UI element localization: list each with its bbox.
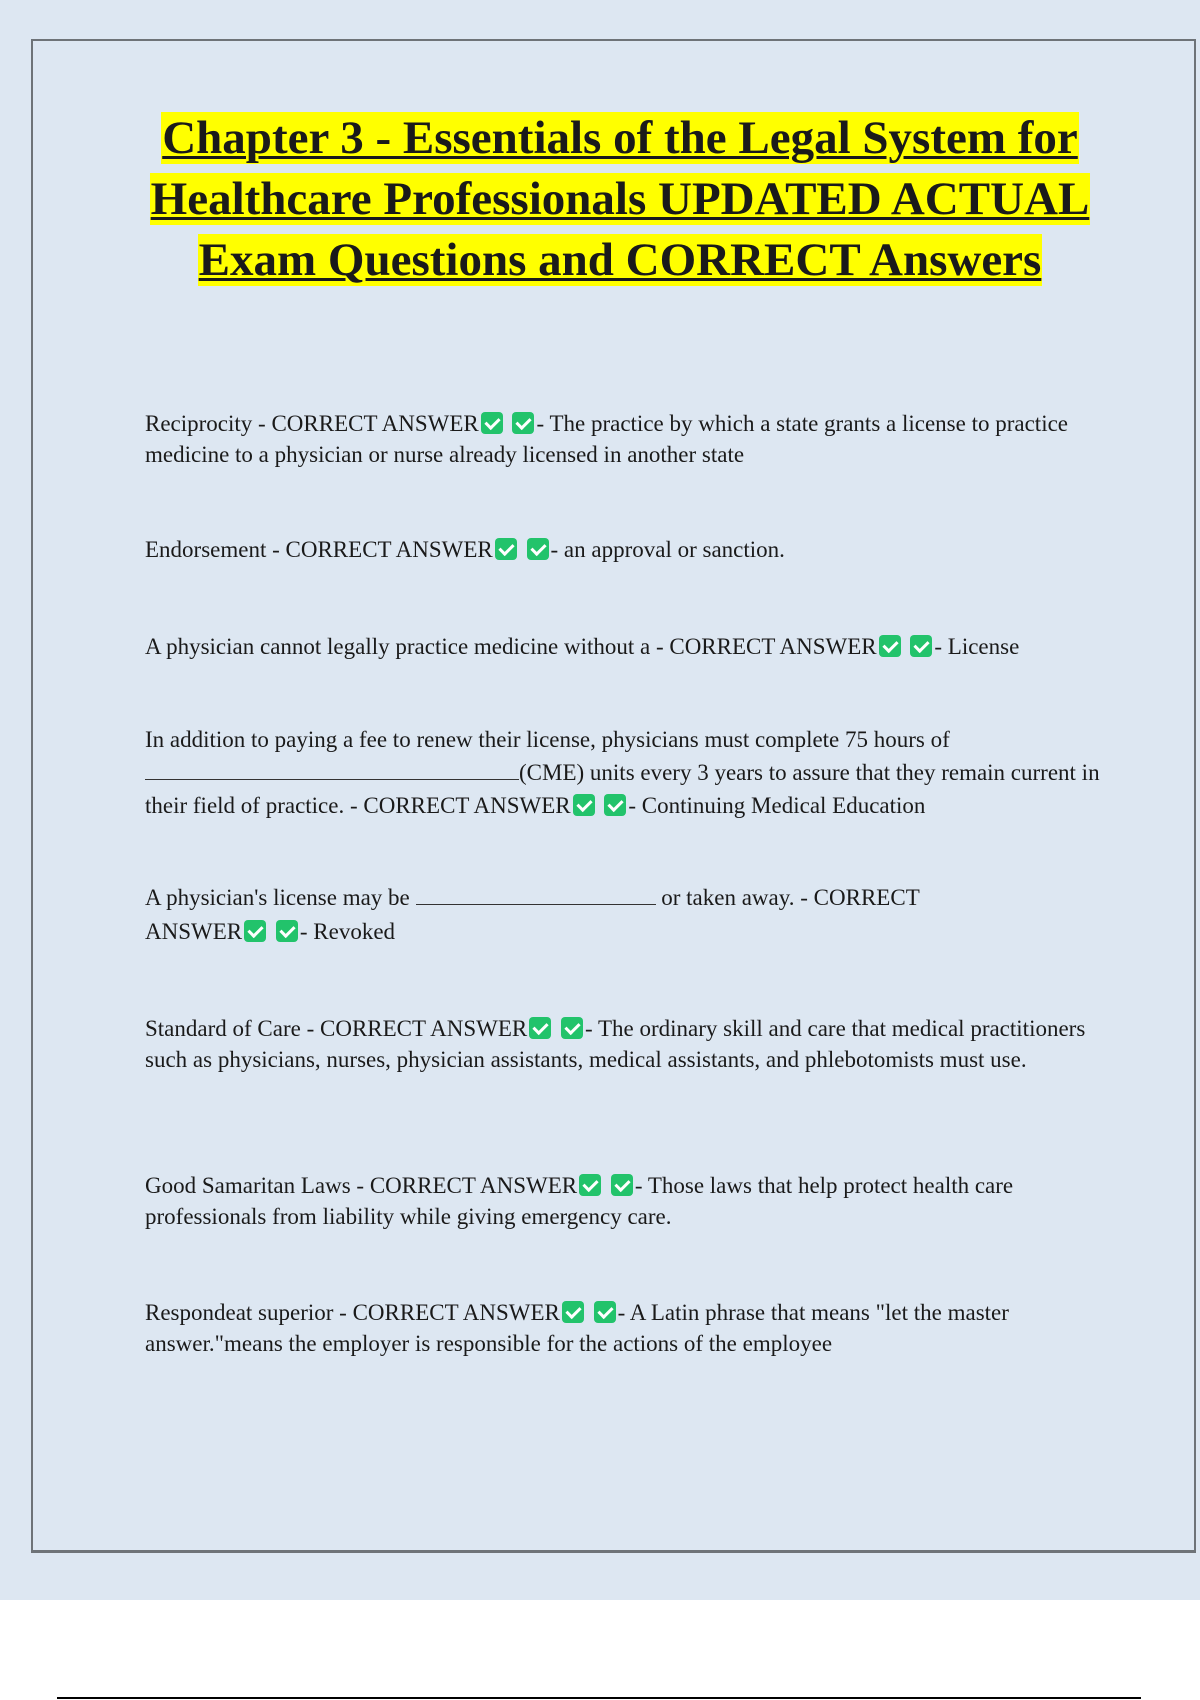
qa-term: Reciprocity - xyxy=(145,411,272,436)
qa-term: Standard of Care - xyxy=(145,1016,320,1041)
document-title xyxy=(100,108,1140,291)
qa-term: Respondeat superior - xyxy=(145,1300,353,1325)
check-square-icon xyxy=(529,1017,551,1039)
answer-marker: CORRECT ANSWER xyxy=(369,1173,578,1198)
qa-item-good-samaritan xyxy=(145,1170,1095,1232)
check-square-icon xyxy=(604,794,626,816)
check-square-icon xyxy=(276,920,298,942)
answer-marker: CORRECT ANSWER xyxy=(669,634,877,659)
answer-marker: CORRECT ANSWER xyxy=(145,885,920,944)
qa-item-license xyxy=(145,631,1155,662)
qa-item-reciprocity xyxy=(145,408,1095,470)
qa-item-standard-of-care xyxy=(145,1013,1095,1075)
document-title-text: Chapter 3 - Essentials of the Legal System for Healthcare Professionals UPDATED ACTUAL Exam Questions and CORRECT Answers xyxy=(150,112,1090,286)
check-square-icon xyxy=(244,920,266,942)
check-square-icon xyxy=(910,635,932,657)
answer-marker: CORRECT ANSWER xyxy=(363,793,571,818)
check-square-icon xyxy=(594,1301,616,1323)
qa-definition: - an approval or sanction. xyxy=(550,537,785,562)
title-block xyxy=(100,108,1140,291)
qa-term: or taken away. - xyxy=(655,885,814,910)
check-square-icon xyxy=(573,794,595,816)
check-square-icon xyxy=(481,412,503,434)
check-square-icon xyxy=(879,635,901,657)
check-square-icon xyxy=(512,412,534,434)
qa-item-respondeat-superior xyxy=(145,1297,1095,1359)
check-square-icon xyxy=(611,1174,633,1196)
check-square-icon xyxy=(561,1017,583,1039)
qa-term: (CME) units every 3 years to assure that they remain current in their field of practice. - xyxy=(145,760,1100,818)
qa-definition: - A Latin phrase that means "let the master answer."means the employer is responsible for the actions of the employee xyxy=(145,1300,1009,1356)
check-square-icon xyxy=(527,538,549,560)
qa-term: A physician's license may be xyxy=(145,885,416,910)
qa-definition: - License xyxy=(934,634,1020,659)
qa-definition: - The practice by which a state grants a license to practice medicine to a physician or nurse already licensed in another state xyxy=(145,411,1068,467)
answer-marker: CORRECT ANSWER xyxy=(320,1016,528,1041)
qa-definition: - Revoked xyxy=(299,919,396,944)
answer-marker: CORRECT ANSWER xyxy=(271,411,479,436)
qa-definition: - The ordinary skill and care that medical practitioners such as physicians, nurses, physician assistants, medical assistants, and phlebotomists must use. xyxy=(145,1016,1086,1072)
footer-divider xyxy=(57,1697,1141,1699)
qa-item-revoked xyxy=(145,881,965,949)
qa-term: A physician cannot legally practice medicine without a - xyxy=(145,634,670,659)
check-square-icon xyxy=(562,1301,584,1323)
qa-term: In addition to paying a fee to renew their license, physicians must complete 75 hours of xyxy=(145,727,950,752)
fill-in-blank xyxy=(145,761,519,780)
check-square-icon xyxy=(579,1174,601,1196)
qa-definition: - Those laws that help protect health care professionals from liability while giving emergency care. xyxy=(145,1173,1014,1229)
qa-item-cme xyxy=(145,723,1145,822)
qa-term: Endorsement - xyxy=(145,537,286,562)
qa-item-endorsement xyxy=(145,534,1095,565)
qa-term: Good Samaritan Laws - xyxy=(145,1173,370,1198)
answer-marker: CORRECT ANSWER xyxy=(285,537,493,562)
answer-marker: CORRECT ANSWER xyxy=(352,1300,560,1325)
qa-definition: - Continuing Medical Education xyxy=(628,793,926,818)
fill-in-blank xyxy=(416,886,656,905)
check-square-icon xyxy=(495,538,517,560)
